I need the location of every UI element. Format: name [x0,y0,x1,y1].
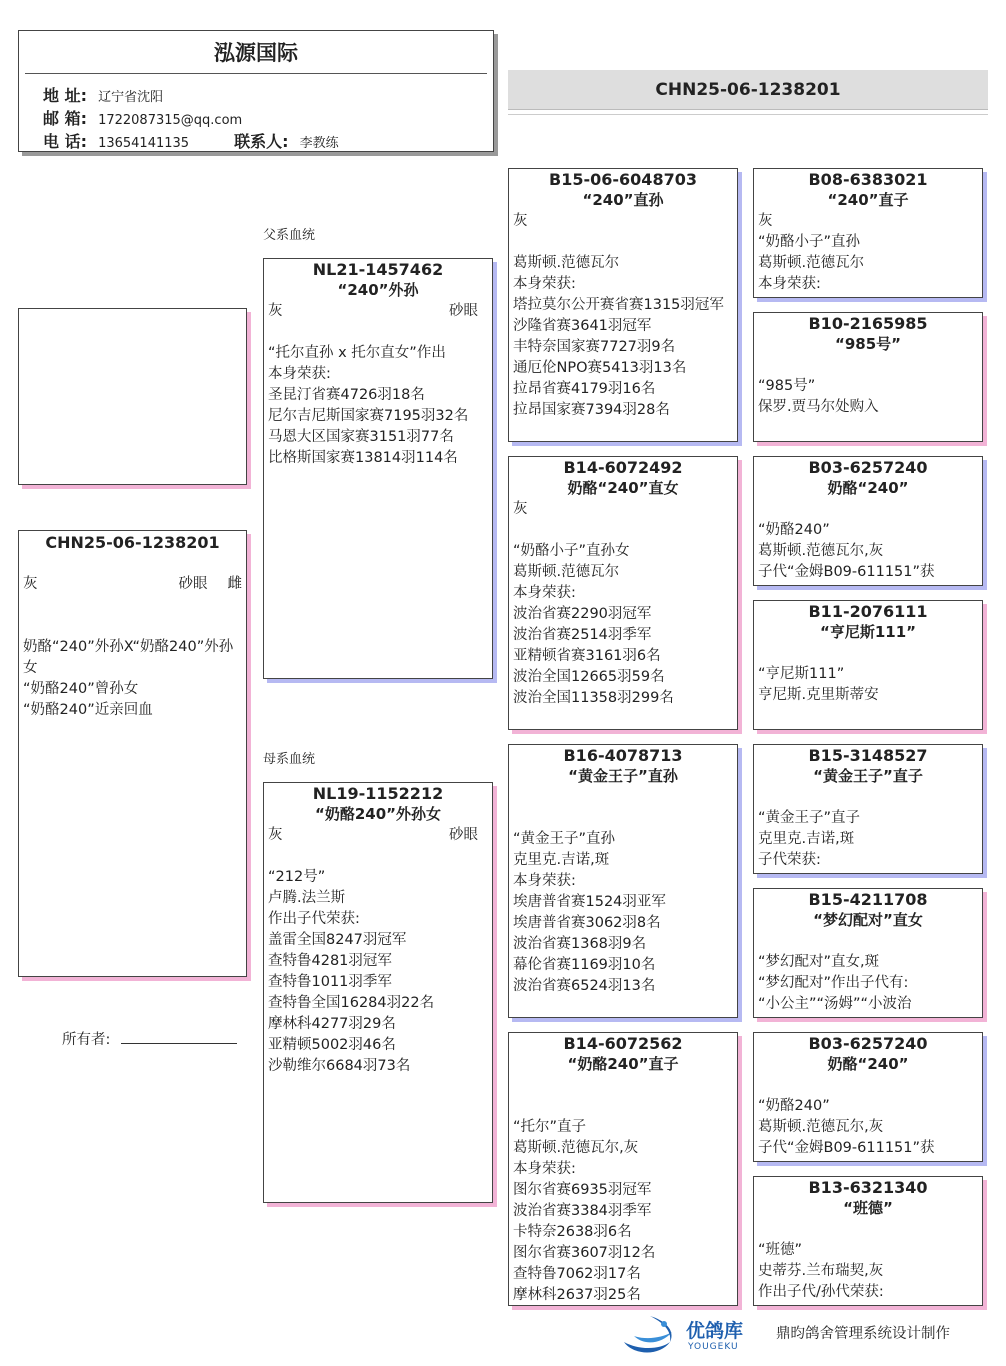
contact-value: 李教练 [299,136,339,151]
owner-field [62,1028,237,1049]
subject-card [18,530,247,977]
pedigree-note-line: 拉昂省赛4179羽16名 [513,381,656,397]
email-label: 邮 箱: [43,109,87,128]
pedigree-note-line [509,1075,737,1096]
pedigree-note-line [754,643,982,664]
great-grandparent-card [753,312,983,442]
great-grandparent-name: “985号” [834,335,902,353]
pedigree-note-line: “亨尼斯111” [758,666,845,682]
pedigree-note-line: 埃唐普省赛3062羽8名 [513,915,661,931]
footer [620,1312,990,1358]
pedigree-note-line: 灰 [513,501,528,517]
pedigree-note-line: 子代荣获: [758,852,821,868]
grandparent-ring: B15-06-6048703 [549,170,697,189]
pedigree-note-line: 盖雷全国8247羽冠军 [268,932,407,948]
address-label: 地 址: [43,86,87,105]
pedigree-note-line: 本身荣获: [513,873,576,889]
pedigree-note-line: “奶酪240”曾孙女 [23,681,139,697]
great-grandparent-ring: B03-6257240 [808,458,928,477]
pedigree-note-line: 波治全国12665羽59名 [513,669,665,685]
sire-ring: NL21-1457462 [312,260,444,279]
pedigree-note-line: 葛斯顿.范德瓦尔,灰 [758,543,884,559]
subject-attrs [19,574,246,595]
great-grandparent-ring: B15-3148527 [808,746,928,765]
sire-color: 灰 [268,303,283,319]
great-grandparent-name: “亨尼斯111” [819,623,917,641]
pedigree-note-line: “奶酪小子”直孙女 [513,543,630,559]
great-grandparent-ring: B03-6257240 [808,1034,928,1053]
pedigree-note-line: 奶酪“240”外孙X“奶酪240”外孙女 [23,639,234,676]
pedigree-note-line: “托尔”直子 [513,1119,587,1135]
yougeku-logo-icon [620,1312,682,1358]
great-grandparent-name: 奶酪“240” [827,1055,909,1073]
pedigree-note-line [509,787,737,808]
great-grandparent-ring: B10-2165985 [808,314,928,333]
grandparent-card [508,456,738,730]
pedigree-note-line: 马恩大区国家赛3151羽77名 [268,429,454,445]
pedigree-note-line: 查特鲁4281羽冠军 [268,953,392,969]
pedigree-note-line: 灰 [513,213,528,229]
pedigree-note-line: “托尔直孙 x 托尔直女”作出 [268,345,446,361]
grandparent-ring: B14-6072562 [563,1034,683,1053]
header-divider [25,73,487,74]
pedigree-note-line: 通厄伦NPO赛5413羽13名 [513,360,687,376]
pedigree-note-line: 亚精顿5002羽46名 [268,1037,396,1053]
pedigree-note-line: “黄金王子”直子 [758,810,861,826]
pedigree-note-line: 葛斯顿.范德瓦尔 [513,255,620,271]
pedigree-note-line: “梦幻配对”作出子代有: [758,975,909,991]
great-grandparent-ring: B15-4211708 [808,890,928,909]
pedigree-note-line: 史蒂芬.兰布瑞契,灰 [758,1263,884,1279]
owner-underline [121,1031,237,1044]
pedigree-note-line: 塔拉莫尔公开赛省赛1315羽冠军 [513,297,724,313]
pedigree-note-line: 拉昂国家赛7394羽28名 [513,402,670,418]
sire-card [263,258,493,679]
pedigree-note-line: 卢腾.法兰斯 [268,890,346,906]
pedigree-note-line: 摩林科2637羽25名 [513,1287,641,1303]
pedigree-note-line: 克里克.吉诺,斑 [758,831,855,847]
dam-eye: 砂眼 [449,827,478,843]
pedigree-note-line: 亚精顿省赛3161羽6名 [513,648,661,664]
pedigree-note-line: 子代“金姆B09-611151”获 [758,564,935,580]
grandparent-name: “奶酪240”直子 [567,1055,679,1073]
great-grandparent-ring: B13-6321340 [808,1178,928,1197]
great-grandparent-card [753,888,983,1018]
dam-ring: NL19-1152212 [312,784,444,803]
pedigree-note-line: 埃唐普省赛1524羽亚军 [513,894,666,910]
ring-banner-text: CHN25-06-1238201 [655,80,841,100]
pedigree-note-line [754,355,982,376]
pedigree-note-line: 比格斯国家赛13814羽114名 [268,450,458,466]
pedigree-note-line: 查特鲁全国16284羽22名 [268,995,435,1011]
pedigree-note-line: 图尔省赛6935羽冠军 [513,1182,652,1198]
pedigree-note-line: 本身荣获: [513,1161,576,1177]
grandparent-name: “黄金王子”直孙 [568,767,678,785]
pedigree-note-line [754,1075,982,1096]
bird-photo-box [18,308,247,485]
pedigree-note-line: “奶酪240” [758,522,830,538]
sire-notes [264,322,492,469]
pedigree-note-line: 摩林科4277羽29名 [268,1016,396,1032]
pedigree-note-line: 波治省赛3384羽季军 [513,1203,652,1219]
dam-notes [264,846,492,1077]
great-grandparent-card [753,168,983,298]
pedigree-note-line: 克里克.吉诺,斑 [513,852,610,868]
header-card [18,30,494,152]
pedigree-note-line: 波治省赛6524羽13名 [513,978,656,994]
pedigree-note-line: 丰特奈国家赛7727羽9名 [513,339,676,355]
phone-value: 13654141135 [98,136,190,151]
header-contact-block [43,85,339,152]
dam-color: 灰 [268,827,283,843]
dam-card [263,782,493,1203]
pedigree-note-line: 葛斯顿.范德瓦尔,灰 [758,1119,884,1135]
subject-notes [19,637,246,721]
grandparent-card [508,168,738,442]
pedigree-note-line [509,520,737,541]
sire-eye: 砂眼 [449,303,478,319]
grandparent-ring: B14-6072492 [563,458,683,477]
great-grandparent-ring: B08-6383021 [808,170,928,189]
sire-name: “240”外孙 [337,281,419,299]
logo-en: YOUGEKU [688,1342,739,1352]
pedigree-note-line: “奶酪小子”直孙 [758,234,861,250]
pedigree-note-line [264,846,492,867]
great-grandparent-ring: B11-2076111 [808,602,928,621]
subject-eye: 砂眼 [178,576,208,592]
great-grandparent-name: “班德” [843,1199,893,1217]
ring-banner [508,70,988,110]
pedigree-note-line: 子代“金姆B09-611151”获 [758,1140,935,1156]
phone-label: 电 话: [43,132,87,151]
great-grandparent-name: 奶酪“240” [827,479,909,497]
pedigree-note-line: 波治省赛2290羽冠军 [513,606,652,622]
subject-sex: 雌 [227,576,242,592]
pedigree-note-line [754,931,982,952]
pedigree-note-line: 图尔省赛3607羽12名 [513,1245,656,1261]
pedigree-note-line [264,322,492,343]
pedigree-note-line: 作出子代/孙代荣获: [758,1284,884,1300]
dam-attrs [264,825,492,846]
great-grandparent-name: “黄金王子”直子 [813,767,923,785]
pedigree-note-line: 亨尼斯.克里斯蒂安 [758,687,879,703]
pedigree-note-line: 本身荣获: [513,585,576,601]
pedigree-note-line [754,1219,982,1240]
pedigree-note-line: “黄金王子”直孙 [513,831,616,847]
pedigree-note-line: “梦幻配对”直女,斑 [758,954,880,970]
pedigree-note-line: 卡特奈2638羽6名 [513,1224,632,1240]
pedigree-note-line: 灰 [758,213,773,229]
great-grandparent-card [753,744,983,874]
grandparent-card [508,1032,738,1306]
pedigree-note-line: 葛斯顿.范德瓦尔 [758,255,865,271]
pedigree-note-line: 葛斯顿.范德瓦尔 [513,564,620,580]
pedigree-note-line: “小公主”“汤姆”“小波治 [758,996,912,1012]
pedigree-note-line: 本身荣获: [758,276,821,292]
grandparent-ring: B16-4078713 [563,746,683,765]
pedigree-note-line: 波治省赛2514羽季军 [513,627,652,643]
subject-color: 灰 [23,576,38,592]
pedigree-note-line: 幕伦省赛1169羽10名 [513,957,656,973]
pedigree-note-line: “985号” [758,378,816,394]
email-value: 1722087315@qq.com [98,113,243,128]
pedigree-note-line: 波治全国11358羽299名 [513,690,674,706]
pedigree-note-line [509,1096,737,1117]
great-grandparent-name: “梦幻配对”直女 [813,911,923,929]
grandparent-name: 奶酪“240”直女 [567,479,679,497]
pedigree-note-line: 沙勒维尔6684羽73名 [268,1058,411,1074]
pedigree-note-line: 圣昆汀省赛4726羽18名 [268,387,425,403]
pedigree-note-line: 查特鲁7062羽17名 [513,1266,641,1282]
pedigree-note-line: 波治省赛1368羽9名 [513,936,647,952]
pedigree-note-line: “212号” [268,869,326,885]
sire-attrs [264,301,492,322]
great-grandparent-card [753,1176,983,1306]
pedigree-note-line: 本身荣获: [513,276,576,292]
great-grandparent-card [753,1032,983,1162]
pedigree-note-line: 沙隆省赛3641羽冠军 [513,318,652,334]
loft-title: 泓源国际 [214,41,298,65]
subject-ring: CHN25-06-1238201 [45,533,220,552]
great-grandparent-card [753,456,983,586]
great-grandparent-card [753,600,983,730]
banner-underline [508,114,988,115]
address-value: 辽宁省沈阳 [98,90,164,105]
pedigree-note-line: 葛斯顿.范德瓦尔,灰 [513,1140,639,1156]
grandparent-card [508,744,738,1018]
great-grandparent-name: “240”直子 [827,191,909,209]
pedigree-note-line: 尼尔吉尼斯国家赛7195羽32名 [268,408,469,424]
pedigree-note-line: “奶酪240” [758,1098,830,1114]
pedigree-note-line: 查特鲁1011羽季军 [268,974,392,990]
grandparent-name: “240”直孙 [582,191,664,209]
pedigree-note-line: 保罗.贾马尔处购入 [758,399,879,415]
logo-cn: 优鸽库 [686,1320,744,1342]
owner-label: 所有者: [62,1032,111,1048]
dam-line-label: 母系血统 [263,752,316,767]
pedigree-note-line: “班德” [758,1242,803,1258]
footer-credit: 鼎昀鸽舍管理系统设计制作 [776,1326,950,1342]
pedigree-note-line: “奶酪240”近亲回血 [23,702,153,718]
pedigree-note-line: 作出子代荣获: [268,911,360,927]
pedigree-note-line [754,499,982,520]
pedigree-note-line [509,808,737,829]
pedigree-note-line: 本身荣获: [268,366,331,382]
pedigree-note-line [754,787,982,808]
pedigree-note-line [509,232,737,253]
contact-label: 联系人: [234,132,289,151]
sire-line-label: 父系血统 [263,228,316,243]
dam-name: “奶酪240”外孙女 [314,805,442,823]
